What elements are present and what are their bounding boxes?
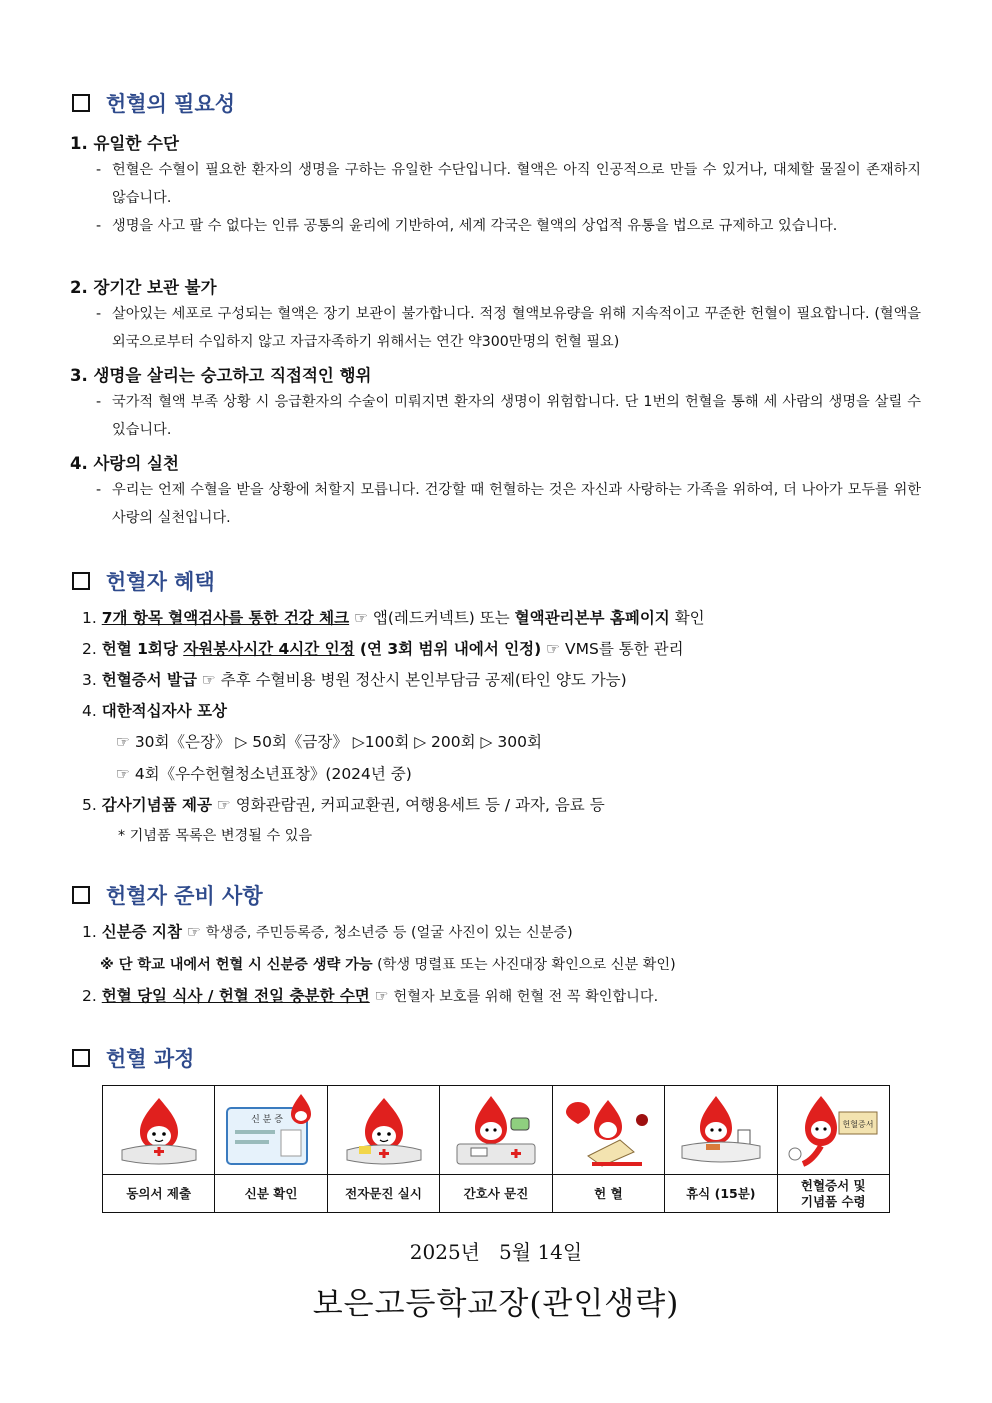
necessity-item-4-para-1: - 우리는 언제 수혈을 받을 상황에 처할지 모릅니다. 건강할 때 헌혈하는 것은 자신과 사랑하는 가족을 위하여, 더 나아가 모두를 위한 사랑의 실천입니다. xyxy=(96,482,921,526)
benefit-1-main: 7개 항목 혈액검사를 통한 건강 체크 xyxy=(101,609,350,627)
benefit-4-awards-line: ☞ 30회《은장》 ▷ 50회《금장》 ▷100회 ▷ 200회 ▷ 300회 xyxy=(116,733,542,751)
blood-drop-mascot-desk-icon xyxy=(328,1086,439,1175)
section-title-preparation xyxy=(72,880,263,910)
donation-chair-mascot-icon xyxy=(553,1086,664,1175)
process-step-4 xyxy=(440,1086,552,1212)
process-step-6-label: 휴식 (15분) xyxy=(686,1185,756,1201)
checkbox-square-icon xyxy=(72,886,90,904)
pointing-hand-icon: ☞ xyxy=(186,923,201,941)
principal-signature: 보은고등학교장(관인생략) xyxy=(312,1286,680,1322)
benefit-4: 4. 대한적십자사 포상 xyxy=(82,702,227,720)
benefit-5-note: * 기념품 목록은 변경될 수 있음 xyxy=(118,828,313,844)
checkbox-square-icon xyxy=(72,94,90,112)
pointing-hand-icon: ☞ xyxy=(354,609,368,627)
process-step-1 xyxy=(103,1086,215,1212)
prep-2: 2. 헌혈 당일 식사 / 헌혈 전일 충분한 수면 ☞ 헌혈자 보호를 위해 헌혈 전 꼭 확인합니다. xyxy=(82,987,659,1005)
pointing-hand-icon: ☞ xyxy=(201,671,216,689)
process-step-2-label: 신분 확인 xyxy=(244,1185,298,1201)
process-step-6 xyxy=(665,1086,777,1212)
benefit-2: 2. 헌혈 1회당 자원봉사시간 4시간 인정 (연 3회 범위 내에서 인정) ☞ VMS를 통한 관리 xyxy=(82,640,684,658)
necessity-item-1-para-2: - 생명을 사고 팔 수 없다는 인류 공통의 윤리에 기반하여, 세계 각국은 혈액의 상업적 유통을 법으로 규제하고 있습니다. xyxy=(96,218,838,234)
benefit-4-youth-award-line: ☞ 4회《우수헌혈청소년표창》(2024년 중) xyxy=(116,765,412,783)
nurse-mascot-icon xyxy=(440,1086,551,1175)
section-title-text: 헌혈의 필요성 xyxy=(106,92,236,116)
benefit-3: 3. 헌혈증서 발급 ☞ 추후 수혈비용 병원 정산시 본인부담금 공제(타인 양도 가능) xyxy=(82,671,627,689)
blood-drop-mascot-desk-icon xyxy=(103,1086,214,1175)
prep-1-note: ※ 단 학교 내에서 헌혈 시 신분증 생략 가능 (학생 명렬표 또는 사진대장 확인으로 신분 확인) xyxy=(100,957,676,973)
process-step-4-label: 간호사 문진 xyxy=(463,1185,529,1201)
necessity-item-4-heading: 4. 사랑의 실천 xyxy=(70,454,179,473)
necessity-item-1-para-1: - 헌혈은 수혈이 필요한 환자의 생명을 구하는 유일한 수단입니다. 혈액은 아직 인공적으로 만들 수 있거나, 대체할 물질이 존재하지 않습니다. xyxy=(96,162,921,206)
process-step-7 xyxy=(778,1086,889,1212)
section-title-text: 헌혈자 준비 사항 xyxy=(106,884,263,908)
process-step-2 xyxy=(215,1086,327,1212)
prep-1: 1. 신분증 지참 ☞ 학생증, 주민등록증, 청소년증 등 (얼굴 사진이 있는 신분증) xyxy=(82,923,573,941)
benefit-5: 5. 감사기념품 제공 ☞ 영화관람권, 커피교환권, 여행용세트 등 / 과자, 음료 등 xyxy=(82,796,605,814)
necessity-item-2-heading: 2. 장기간 보관 불가 xyxy=(70,278,217,297)
section-title-process xyxy=(72,1043,194,1073)
process-step-1-label: 동의서 제출 xyxy=(126,1185,192,1201)
svg-text:신 분 증: 신 분 증 xyxy=(251,1115,284,1125)
process-step-5 xyxy=(553,1086,665,1212)
checkbox-square-icon xyxy=(72,572,90,590)
section-title-text: 헌혈자 혜택 xyxy=(106,570,215,594)
rest-snack-mascot-icon xyxy=(665,1086,776,1175)
necessity-item-3-heading: 3. 생명을 살리는 숭고하고 직접적인 행위 xyxy=(70,366,372,385)
pointing-hand-icon: ☞ xyxy=(374,987,389,1005)
pointing-hand-icon: ☞ xyxy=(216,796,231,814)
process-table xyxy=(102,1085,890,1213)
necessity-item-1-heading: 1. 유일한 수단 xyxy=(70,134,179,153)
section-title-text: 헌혈 과정 xyxy=(106,1047,195,1071)
process-step-3 xyxy=(328,1086,440,1212)
svg-text:헌혈증서: 헌혈증서 xyxy=(842,1120,874,1129)
pointing-hand-icon: ☞ xyxy=(546,640,561,658)
benefit-1: 1. 7개 항목 혈액검사를 통한 건강 체크 ☞ 앱(레드커넥트) 또는 혈액관리본부 홈페이지 확인 xyxy=(82,609,705,627)
certificate-mascot-icon xyxy=(778,1086,889,1175)
process-step-3-label: 전자문진 실시 xyxy=(345,1185,422,1201)
checkbox-square-icon xyxy=(72,1049,90,1067)
section-title-benefits xyxy=(72,566,215,596)
section-title-necessity xyxy=(72,88,235,118)
necessity-item-3-para-1: - 국가적 혈액 부족 상황 시 응급환자의 수술이 미뤄지면 환자의 생명이 위험합니다. 단 1번의 헌혈을 통해 세 사람의 생명을 살릴 수 있습니다. xyxy=(96,394,922,438)
id-card-icon xyxy=(215,1086,326,1175)
process-step-5-label: 헌 혈 xyxy=(594,1185,623,1201)
document-date: 2025년 5월 14일 xyxy=(409,1240,583,1264)
process-step-7-label: 헌혈증서 및 기념품 수령 xyxy=(800,1177,866,1209)
necessity-item-2-para-1: - 살아있는 세포로 구성되는 혈액은 장기 보관이 불가합니다. 적정 혈액보유량을 위해 지속적이고 꾸준한 헌혈이 필요합니다. (혈액을 외국으로부터 수입하지 않고 자급자족하기 위해서는 연간 약300만명의 헌혈 필요) xyxy=(96,306,921,350)
